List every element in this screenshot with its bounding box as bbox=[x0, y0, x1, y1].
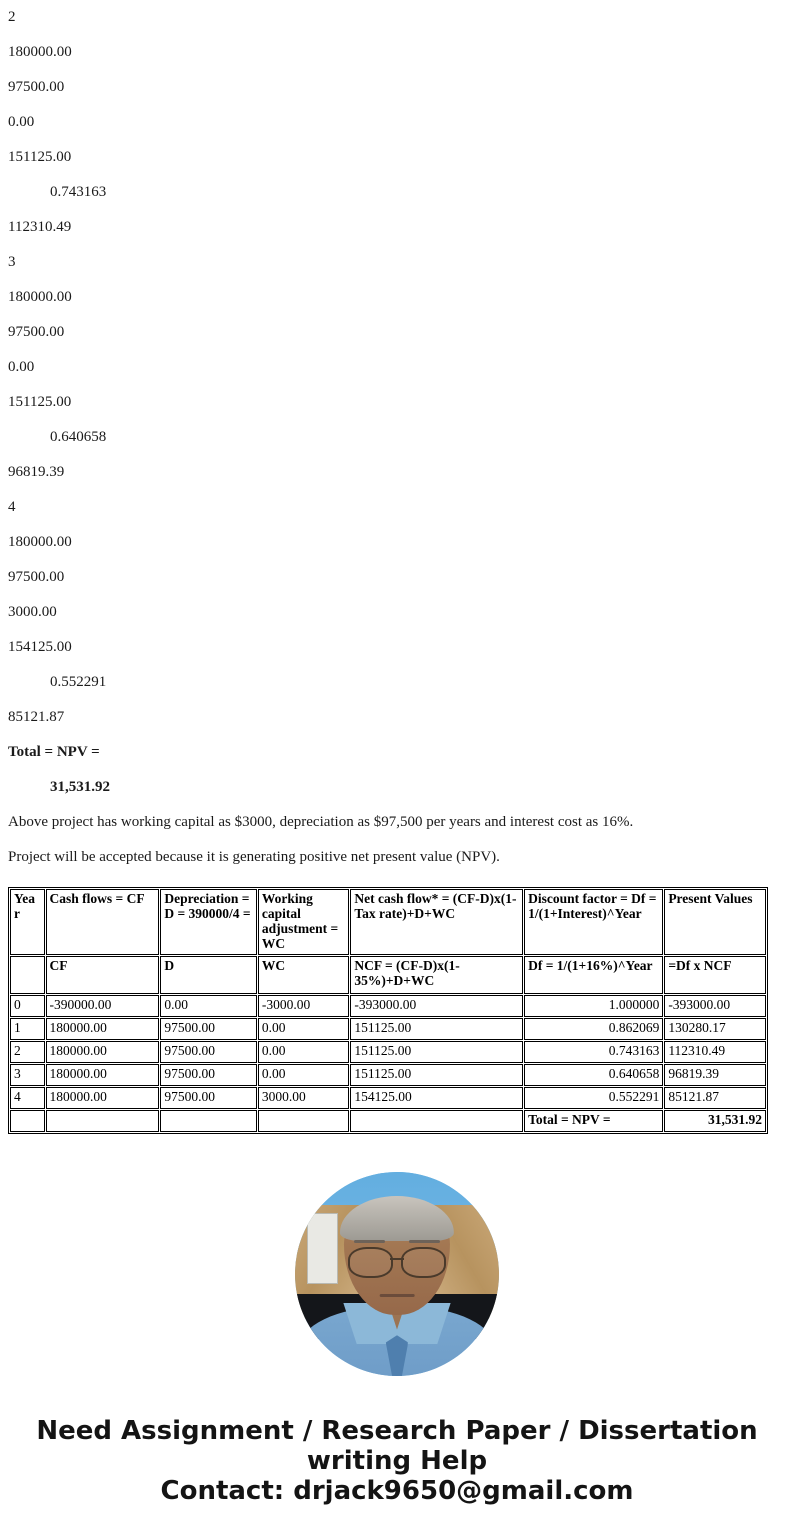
cell-year: 1 bbox=[10, 1018, 45, 1040]
promo-line-1: Need Assignment / Research Paper / Dissertation writing Help bbox=[36, 1416, 758, 1477]
avatar-eyebrow-right bbox=[409, 1240, 440, 1243]
table-header-row bbox=[10, 889, 766, 955]
total-cell-blank-wc bbox=[258, 1110, 349, 1132]
cell-df: 1.000000 bbox=[524, 995, 663, 1017]
paragraph-conclusion: Project will be accepted because it is generating positive net present value (NPV). bbox=[8, 849, 500, 865]
header-cell-working-capital: Working capital adjustment = WC bbox=[258, 889, 349, 955]
cell-pv: 96819.39 bbox=[664, 1064, 766, 1086]
value-line: 0.552291 bbox=[50, 674, 107, 690]
avatar-eyeglass-bridge bbox=[390, 1258, 404, 1260]
cell-ncf: 151125.00 bbox=[350, 1018, 523, 1040]
total-npv-value: 31,531.92 bbox=[664, 1110, 766, 1132]
cell-df: 0.552291 bbox=[524, 1087, 663, 1109]
total-cell-blank-cf bbox=[46, 1110, 160, 1132]
cell-ncf: 151125.00 bbox=[350, 1064, 523, 1086]
cell-d: 97500.00 bbox=[160, 1064, 257, 1086]
avatar-background-panel bbox=[307, 1213, 338, 1284]
total-cell-blank-year bbox=[10, 1110, 45, 1132]
avatar-eyebrow-left bbox=[354, 1240, 385, 1243]
cell-pv: 85121.87 bbox=[664, 1087, 766, 1109]
cell-d: 97500.00 bbox=[160, 1041, 257, 1063]
value-line: 97500.00 bbox=[8, 324, 65, 340]
value-line: 154125.00 bbox=[8, 639, 72, 655]
avatar-block bbox=[0, 1172, 794, 1376]
value-line: 0.00 bbox=[8, 114, 35, 130]
cell-wc: -3000.00 bbox=[258, 995, 349, 1017]
avatar-eyeglass-right bbox=[401, 1247, 446, 1278]
value-line: 31,531.92 bbox=[50, 779, 110, 795]
cell-cf: -390000.00 bbox=[46, 995, 160, 1017]
value-line: 97500.00 bbox=[8, 79, 65, 95]
value-line: 3000.00 bbox=[8, 604, 57, 620]
subheader-cell-d: D bbox=[160, 956, 257, 994]
value-line: 97500.00 bbox=[8, 569, 65, 585]
cell-wc: 3000.00 bbox=[258, 1087, 349, 1109]
value-line: 180000.00 bbox=[8, 44, 72, 60]
table-row bbox=[10, 1018, 766, 1040]
total-cell-blank-d bbox=[160, 1110, 257, 1132]
subheader-cell-ncf: NCF = (CF-D)x(1-35%)+D+WC bbox=[350, 956, 523, 994]
cell-year: 0 bbox=[10, 995, 45, 1017]
table-row bbox=[10, 1087, 766, 1109]
subheader-cell-blank bbox=[10, 956, 45, 994]
header-cell-present-values: Present Values bbox=[664, 889, 766, 955]
cell-d: 97500.00 bbox=[160, 1087, 257, 1109]
cell-ncf: -393000.00 bbox=[350, 995, 523, 1017]
promo-footer bbox=[0, 1416, 794, 1524]
header-cell-year: Year bbox=[10, 889, 45, 955]
subheader-cell-pv: =Df x NCF bbox=[664, 956, 766, 994]
npv-table bbox=[8, 887, 768, 1134]
cell-pv: 130280.17 bbox=[664, 1018, 766, 1040]
cell-d: 97500.00 bbox=[160, 1018, 257, 1040]
value-line: Total = NPV = bbox=[8, 744, 100, 760]
value-line: 151125.00 bbox=[8, 149, 72, 165]
header-cell-discount-factor: Discount factor = Df = 1/(1+Interest)^Year bbox=[524, 889, 663, 955]
total-cell-blank-ncf bbox=[350, 1110, 523, 1132]
value-line: 4 bbox=[8, 499, 16, 515]
value-line: 180000.00 bbox=[8, 534, 72, 550]
value-line: 3 bbox=[8, 254, 16, 270]
value-line: 96819.39 bbox=[8, 464, 65, 480]
value-line: 180000.00 bbox=[8, 289, 72, 305]
table-row bbox=[10, 1041, 766, 1063]
cell-ncf: 154125.00 bbox=[350, 1087, 523, 1109]
subheader-cell-wc: WC bbox=[258, 956, 349, 994]
header-cell-net-cash-flow: Net cash flow* = (CF-D)x(1-Tax rate)+D+WC bbox=[350, 889, 523, 955]
avatar-mouth bbox=[380, 1294, 415, 1297]
cell-year: 3 bbox=[10, 1064, 45, 1086]
paragraph-assumptions: Above project has working capital as $3000, depreciation as $97,500 per years and interest cost as 16%. bbox=[8, 814, 634, 830]
cell-pv: -393000.00 bbox=[664, 995, 766, 1017]
value-line: 2 bbox=[8, 9, 16, 25]
cell-d: 0.00 bbox=[160, 995, 257, 1017]
cell-pv: 112310.49 bbox=[664, 1041, 766, 1063]
npv-table-wrapper bbox=[0, 875, 794, 1134]
header-cell-depreciation: Depreciation = D = 390000/4 = bbox=[160, 889, 257, 955]
table-row bbox=[10, 1064, 766, 1086]
avatar-eyeglass-left bbox=[348, 1247, 393, 1278]
value-line: 0.743163 bbox=[50, 184, 107, 200]
table-subheader-row bbox=[10, 956, 766, 994]
cell-df: 0.862069 bbox=[524, 1018, 663, 1040]
subheader-cell-df: Df = 1/(1+16%)^Year bbox=[524, 956, 663, 994]
cell-year: 4 bbox=[10, 1087, 45, 1109]
table-row bbox=[10, 995, 766, 1017]
cell-wc: 0.00 bbox=[258, 1064, 349, 1086]
cell-cf: 180000.00 bbox=[46, 1087, 160, 1109]
promo-line-2: Contact: drjack9650@gmail.com bbox=[160, 1476, 634, 1507]
cell-df: 0.743163 bbox=[524, 1041, 663, 1063]
table-total-row bbox=[10, 1110, 766, 1132]
cell-cf: 180000.00 bbox=[46, 1064, 160, 1086]
cell-cf: 180000.00 bbox=[46, 1018, 160, 1040]
cell-year: 2 bbox=[10, 1041, 45, 1063]
value-line: 0.640658 bbox=[50, 429, 107, 445]
avatar bbox=[295, 1172, 499, 1376]
cell-df: 0.640658 bbox=[524, 1064, 663, 1086]
value-line: 151125.00 bbox=[8, 394, 72, 410]
cell-wc: 0.00 bbox=[258, 1018, 349, 1040]
cell-wc: 0.00 bbox=[258, 1041, 349, 1063]
value-line: 112310.49 bbox=[8, 219, 72, 235]
header-cell-cash-flows: Cash flows = CF bbox=[46, 889, 160, 955]
value-line: 85121.87 bbox=[8, 709, 65, 725]
cell-cf: 180000.00 bbox=[46, 1041, 160, 1063]
subheader-cell-cf: CF bbox=[46, 956, 160, 994]
value-list bbox=[8, 0, 786, 805]
value-line: 0.00 bbox=[8, 359, 35, 375]
total-label: Total = NPV = bbox=[524, 1110, 663, 1132]
cell-ncf: 151125.00 bbox=[350, 1041, 523, 1063]
